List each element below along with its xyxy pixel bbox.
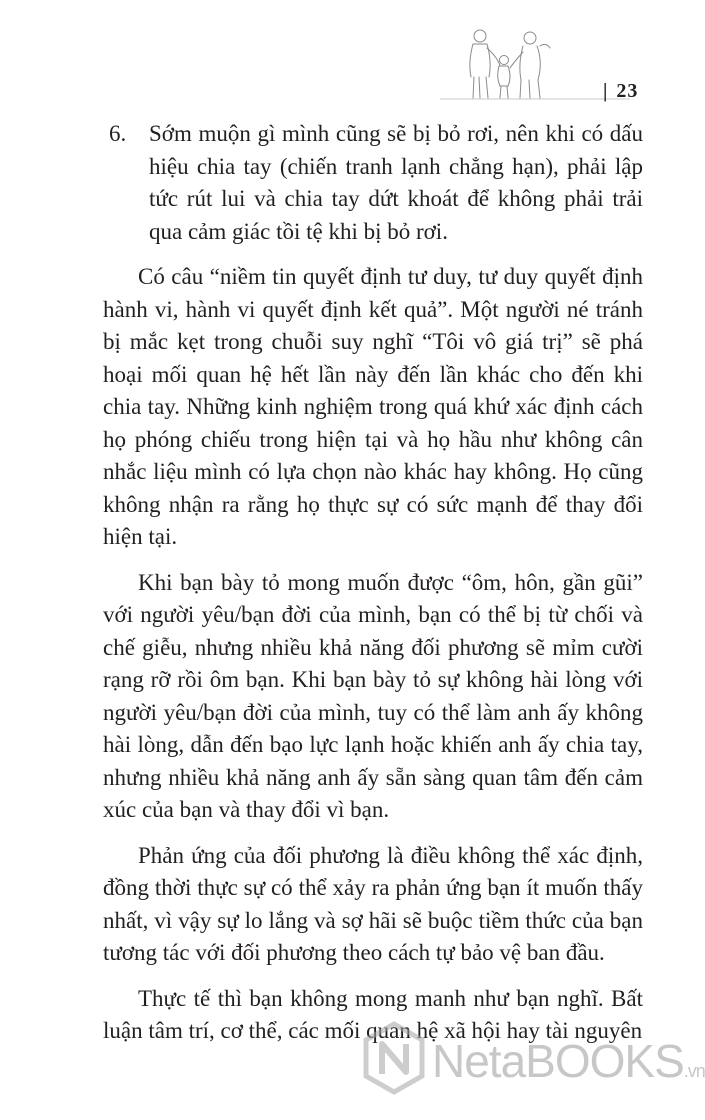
paragraph: Thực tế thì bạn không mong manh như bạn nghĩ. Bất luận tâm trí, cơ thể, các mối quan hệ xã hội hay tài nguyên: [103, 985, 643, 1043]
paragraph: Phản ứng của đối phương là điều không thể xác định, đồng thời thực sự có thể xảy ra phản ứng bạn ít muốn thấy nhất, vì vậy sự lo lắng và sợ hãi sẽ buộc tiềm thức của bạn tương tác với đối phương theo cách tự bảo vệ ban đầu.: [103, 842, 643, 965]
watermark-text: [432, 1034, 705, 1088]
page-number: [603, 80, 638, 103]
page-number-separator: |: [603, 80, 609, 102]
page-number-value: 23: [616, 80, 639, 102]
watermark: [362, 1020, 705, 1100]
list-item: [103, 118, 643, 248]
paragraph: Khi bạn bày tỏ mong muốn được “ôm, hôn, gần gũi” với người yêu/bạn đời của mình, bạn có thể bị từ chối và chế giễu, nhưng nhiều khả năng đối phương sẽ mỉm cười rạng rỡ rồi ôm bạn. Khi bạn bày tỏ sự không hài lòng với người yêu/bạn đời của mình, tuy có thể làm anh ấy không hài lòng, dẫn đến bạo lực lạnh hoặc khiến anh ấy chia tay, nhưng nhiều khả năng anh ấy sẵn sàng quan tâm đến cảm xúc của bạn và thay đổi vì bạn.: [103, 569, 643, 822]
family-figures-icon: [440, 22, 630, 102]
list-item-number: 6.: [109, 121, 127, 146]
paragraph: Có câu “niềm tin quyết định tư duy, tư duy quyết định hành vi, hành vi quyết định kết quả”. Một người né tránh bị mắc kẹt trong chuỗi suy nghĩ “Tôi vô giá trị” sẽ phá hoại mối quan hệ hết lần này đến lần khác cho đến khi chia tay. Những kinh nghiệm trong quá khứ xác định cách họ phóng chiếu trong hiện tại và họ hầu như không cân nhắc liệu mình có lựa chọn nào khác hay không. Họ cũng không nhận ra rằng họ thực sự có sức mạnh để thay đổi hiện tại.: [103, 264, 643, 549]
n-logo-icon: [362, 1022, 426, 1094]
page-body: [103, 118, 643, 1061]
list-item-text: Sớm muộn gì mình cũng sẽ bị bỏ rơi, nên khi có dấu hiệu chia tay (chiến tranh lạnh chẳng hạn), phải lập tức rút lui và chia tay dứt khoát để không phải trải qua cảm giác tồi tệ khi bị bỏ rơi.: [149, 121, 643, 244]
watermark-brand: NetaBOOKS: [432, 1035, 684, 1087]
watermark-suffix: .vn: [683, 1061, 705, 1081]
